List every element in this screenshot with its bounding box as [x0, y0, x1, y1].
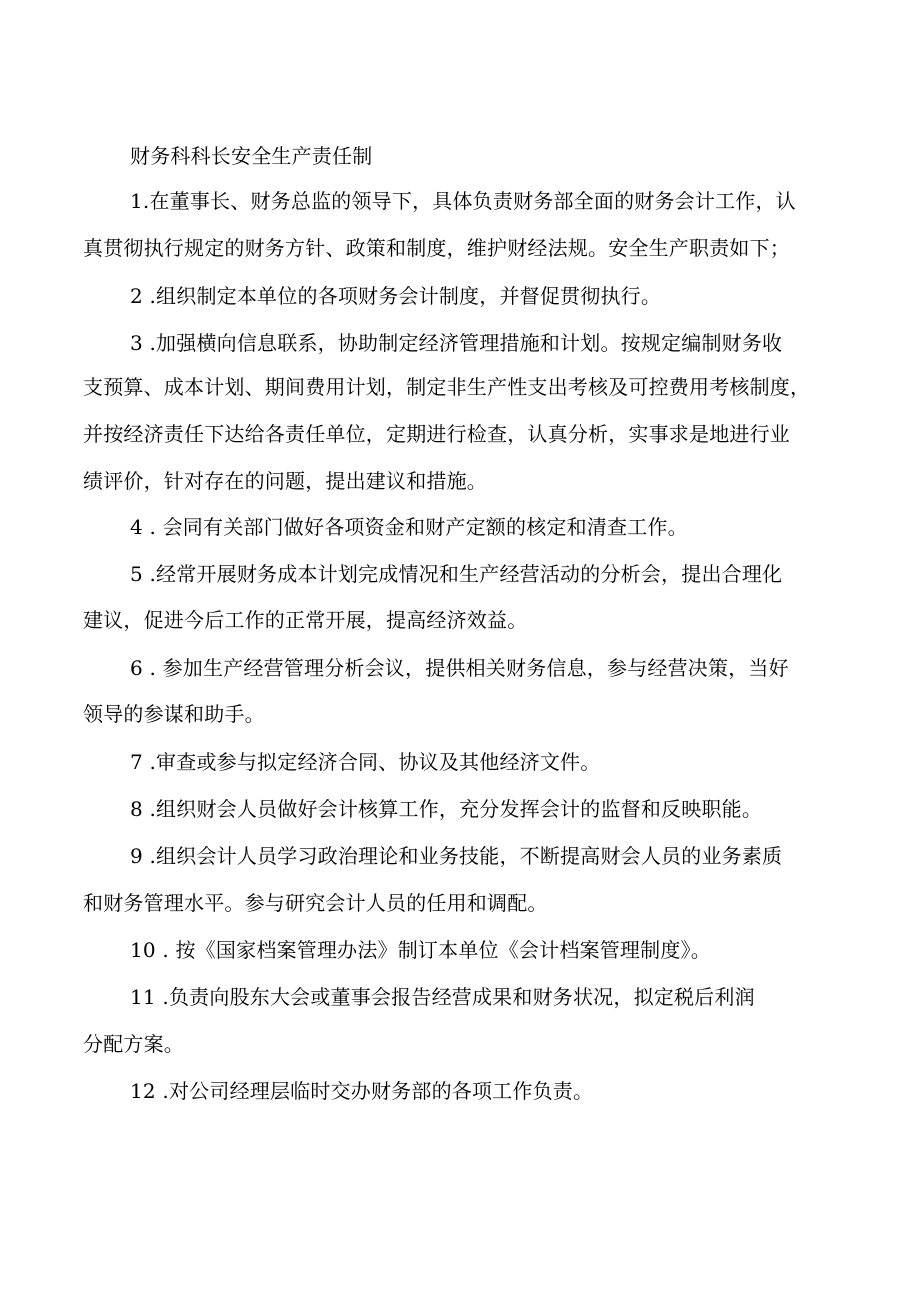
paragraph-1-line-1: 1.在董事长、财务总监的领导下，具体负责财务部全面的财务会计工作，认	[130, 189, 796, 213]
paragraph-3-line-2: 支预算、成本计划、期间费用计划，制定非生产性支出考核及可控费用考核制度，	[83, 375, 811, 399]
document-title: 财务科科长安全生产责任制	[130, 144, 373, 168]
paragraph-12-line-1: 12 .对公司经理层临时交办财务部的各项工作负责。	[130, 1079, 594, 1103]
paragraph-4-line-1: 4 . 会同有关部门做好各项资金和财产定额的核定和清查工作。	[130, 515, 688, 539]
paragraph-6-line-1: 6 . 参加生产经营管理分析会议，提供相关财务信息，参与经营决策，当好	[130, 656, 789, 680]
paragraph-8-line-1: 8 .组织财会人员做好会计核算工作，充分发挥会计的监督和反映职能。	[130, 797, 763, 821]
paragraph-11-line-2: 分配方案。	[83, 1032, 184, 1056]
paragraph-2-line-1: 2 .组织制定本单位的各项财务会计制度，并督促贯彻执行。	[130, 284, 662, 308]
paragraph-6-line-2: 领导的参谋和助手。	[83, 702, 265, 726]
paragraph-7-line-1: 7 .审查或参与拟定经济合同、协议及其他经济文件。	[130, 750, 601, 774]
paragraph-1-line-2: 真贯彻执行规定的财务方针、政策和制度，维护财经法规。安全生产职责如下；	[83, 236, 790, 260]
paragraph-11-line-1: 11 .负责向股东大会或董事会报告经营成果和财务状况，拟定税后利润	[130, 985, 755, 1009]
paragraph-10-line-1: 10 . 按《国家档案管理办法》制订本单位《会计档案管理制度》。	[130, 938, 711, 962]
paragraph-9-line-1: 9 .组织会计人员学习政治理论和业务技能，不断提高财会人员的业务素质	[130, 844, 783, 868]
paragraph-5-line-1: 5 .经常开展财务成本计划完成情况和生产经营活动的分析会，提出合理化	[130, 562, 783, 586]
paragraph-9-line-2: 和财务管理水平。参与研究会计人员的任用和调配。	[83, 891, 548, 915]
paragraph-5-line-2: 建议，促进今后工作的正常开展，提高经济效益。	[83, 608, 528, 632]
paragraph-3-line-1: 3 .加强横向信息联系，协助制定经济管理措施和计划。按规定编制财务收	[130, 331, 783, 355]
paragraph-3-line-4: 绩评价，针对存在的问题，提出建议和措施。	[83, 469, 487, 493]
paragraph-3-line-3: 并按经济责任下达给各责任单位，定期进行检查，认真分析，实事求是地进行业	[83, 422, 790, 446]
